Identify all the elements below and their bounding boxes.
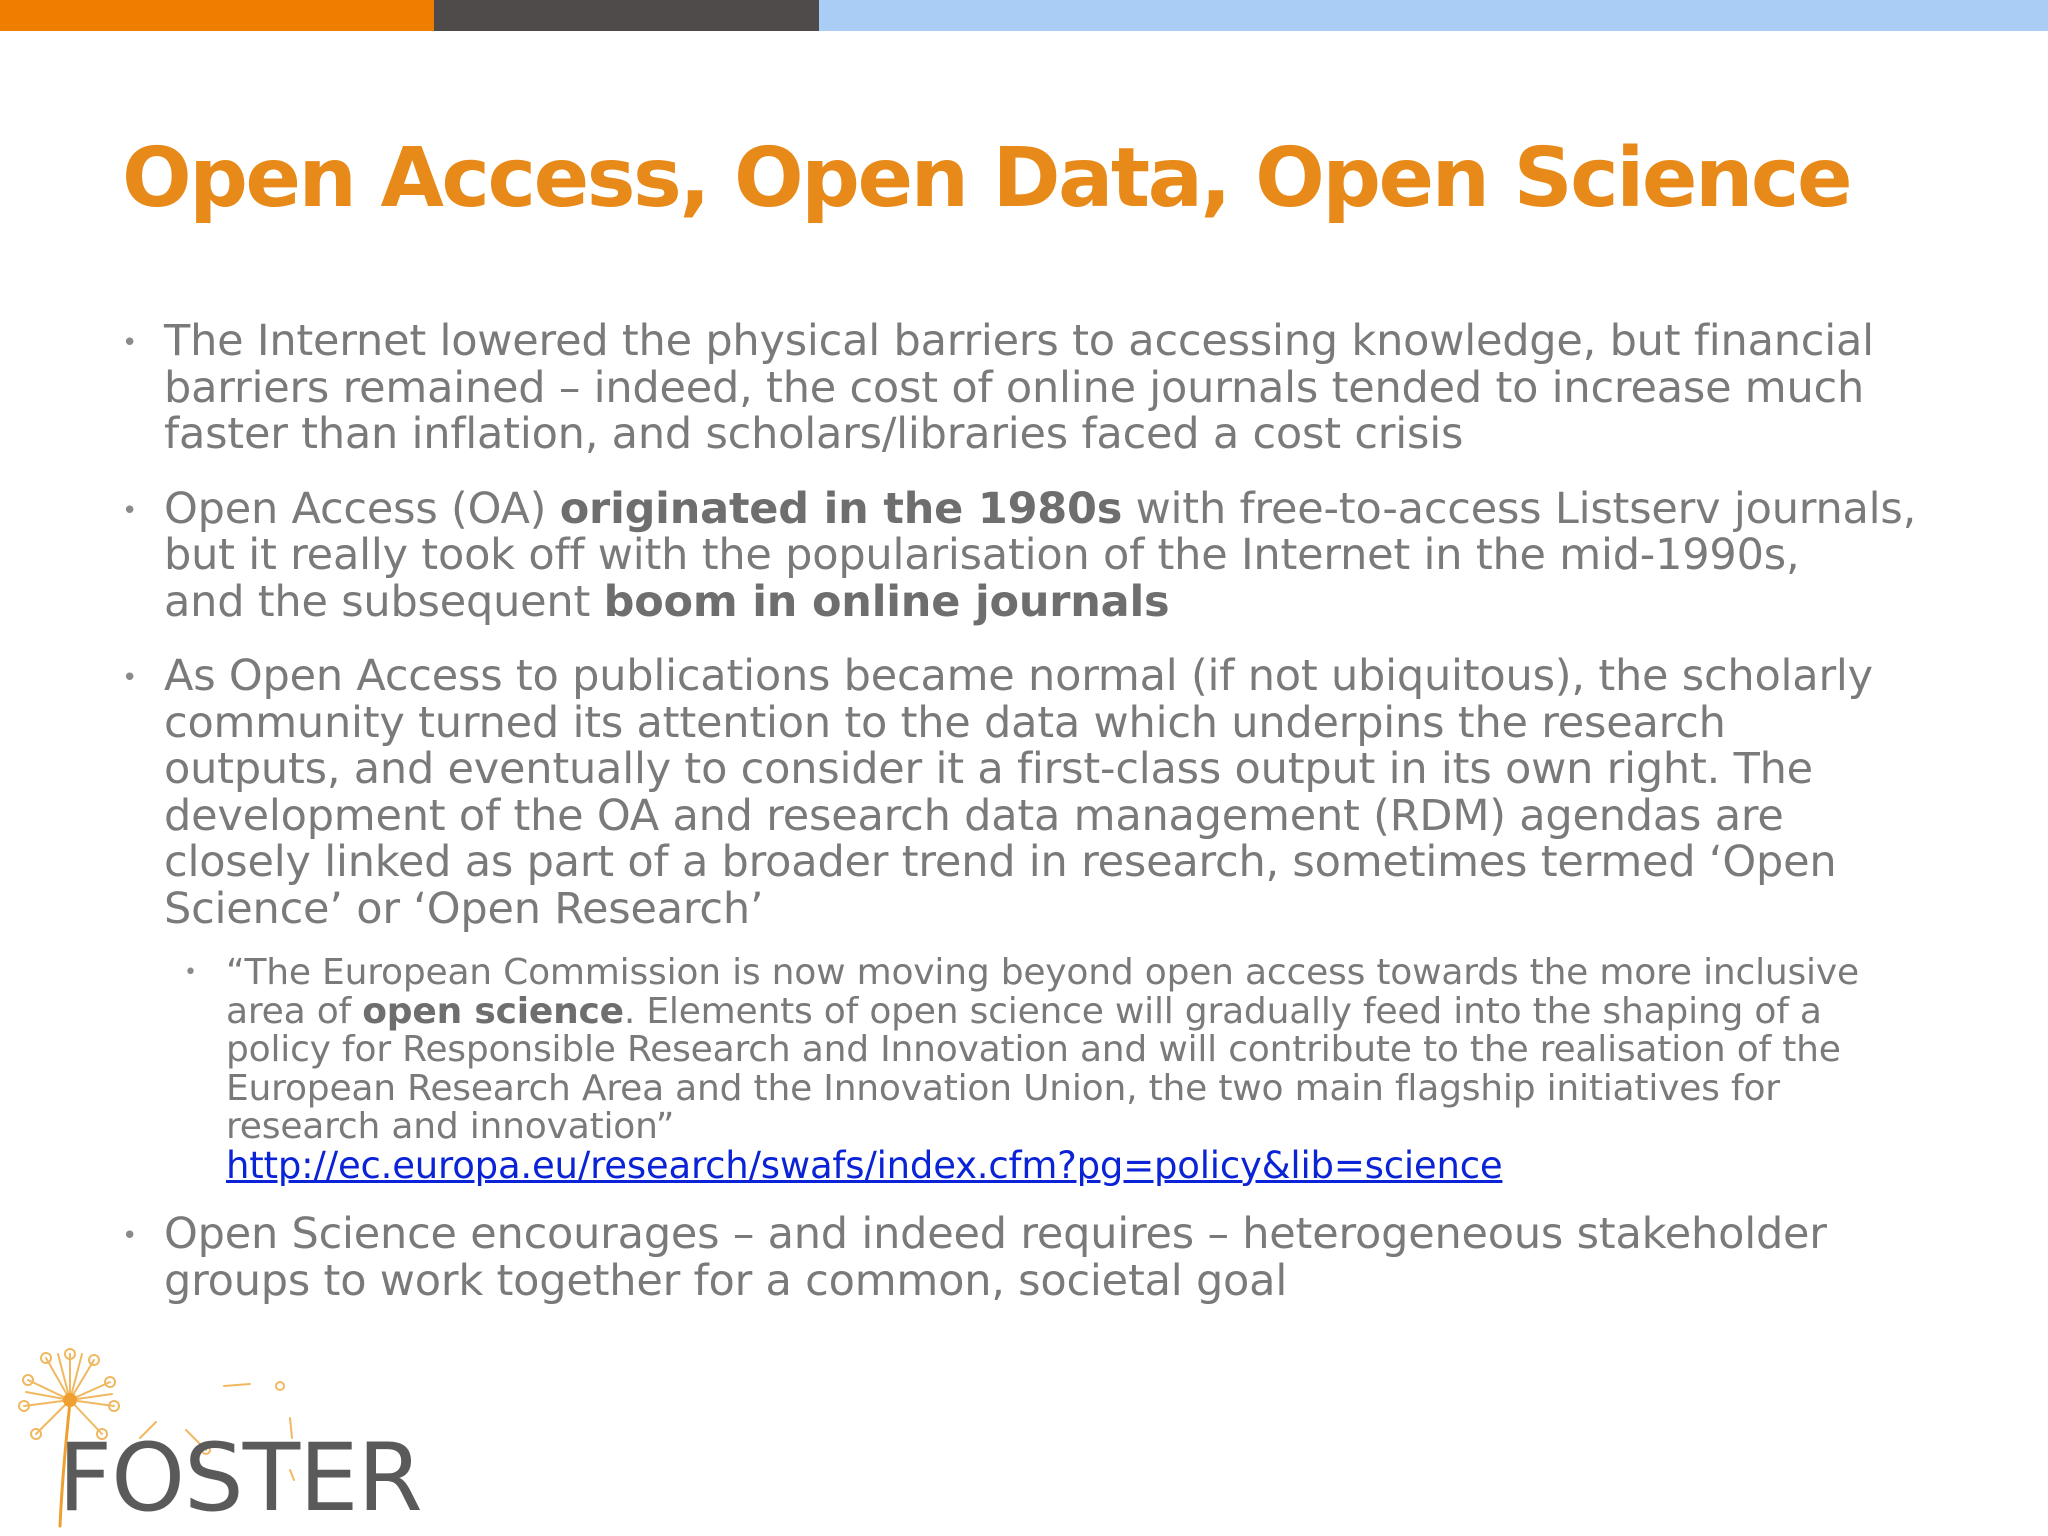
- bullet-line: Science’ or ‘Open Research’: [164, 883, 764, 934]
- quote-line: • “The European Commission is now moving beyond open access towards the more inclusive: [226, 952, 1859, 993]
- bold-text: boom in online journals: [603, 576, 1170, 627]
- top-color-bar: [0, 0, 2048, 31]
- quote-line: European Research Area and the Innovation Union, the two main flagship initiatives for: [226, 1067, 1780, 1109]
- text-run: . Elements of open science will gradually feed into the shaping of a: [623, 990, 1822, 1032]
- top-bar-orange-segment: [0, 0, 434, 31]
- bullet-line: barriers remained – indeed, the cost of online journals tended to increase much: [164, 362, 1865, 413]
- top-bar-blue-segment: [819, 0, 2048, 31]
- slide-title: Open Access, Open Data, Open Science: [122, 131, 1851, 226]
- bullet-open-data: [122, 653, 2002, 932]
- text-run: area of: [226, 990, 363, 1032]
- ec-policy-link[interactable]: http://ec.europa.eu/research/swafs/index.cfm?pg=policy&lib=science: [226, 1143, 1503, 1187]
- bullet-line: • As Open Access to publications became normal (if not ubiquitous), the scholarly: [164, 651, 1873, 701]
- text-run: and the subsequent: [164, 576, 604, 627]
- bullet-line: faster than inflation, and scholars/libraries faced a cost crisis: [164, 409, 1464, 459]
- foster-logo-text: FOSTER: [58, 1424, 422, 1533]
- bullet-line: closely linked as part of a broader trend in research, sometimes termed ‘Open: [164, 837, 1837, 887]
- text-run: Open Access (OA): [164, 483, 560, 534]
- bullet-line: development of the OA and research data management (RDM) agendas are: [164, 790, 1784, 841]
- top-bar-dark-segment: [434, 0, 819, 31]
- bullet-line: [164, 483, 2002, 534]
- bullet-line: outputs, and eventually to consider it a first-class output in its own right. The: [164, 744, 1813, 794]
- bullet-line: • Open Science encourages – and indeed requires – heterogeneous stakeholder: [164, 1209, 1827, 1259]
- text-run: with free-to-access Listserv journals,: [1122, 483, 1917, 534]
- slide-content: [122, 318, 2002, 1332]
- bullet-line: [164, 576, 2002, 627]
- bold-text: open science: [362, 990, 624, 1032]
- quote-line: research and innovation”: [226, 1106, 675, 1147]
- bullet-line: groups to work together for a common, societal goal: [164, 1255, 1288, 1306]
- bullet-open-access-origin: [122, 483, 2002, 627]
- sub-bullet-ec-quote: [226, 954, 2002, 1185]
- quote-line: [226, 990, 2002, 1032]
- bullet-line: community turned its attention to the data which underpins the research: [164, 697, 1726, 748]
- bullet-line: • The Internet lowered the physical barriers to accessing knowledge, but financial: [164, 316, 1874, 366]
- quote-line: policy for Responsible Research and Innovation and will contribute to the realisation of the: [226, 1029, 1841, 1070]
- bold-text: originated in the 1980s: [559, 483, 1123, 534]
- bullet-open-science-stakeholders: [122, 1211, 2002, 1304]
- bullet-line: but it really took off with the popularisation of the Internet in the mid-1990s,: [164, 530, 1800, 580]
- bullet-internet-barriers: [122, 318, 2002, 458]
